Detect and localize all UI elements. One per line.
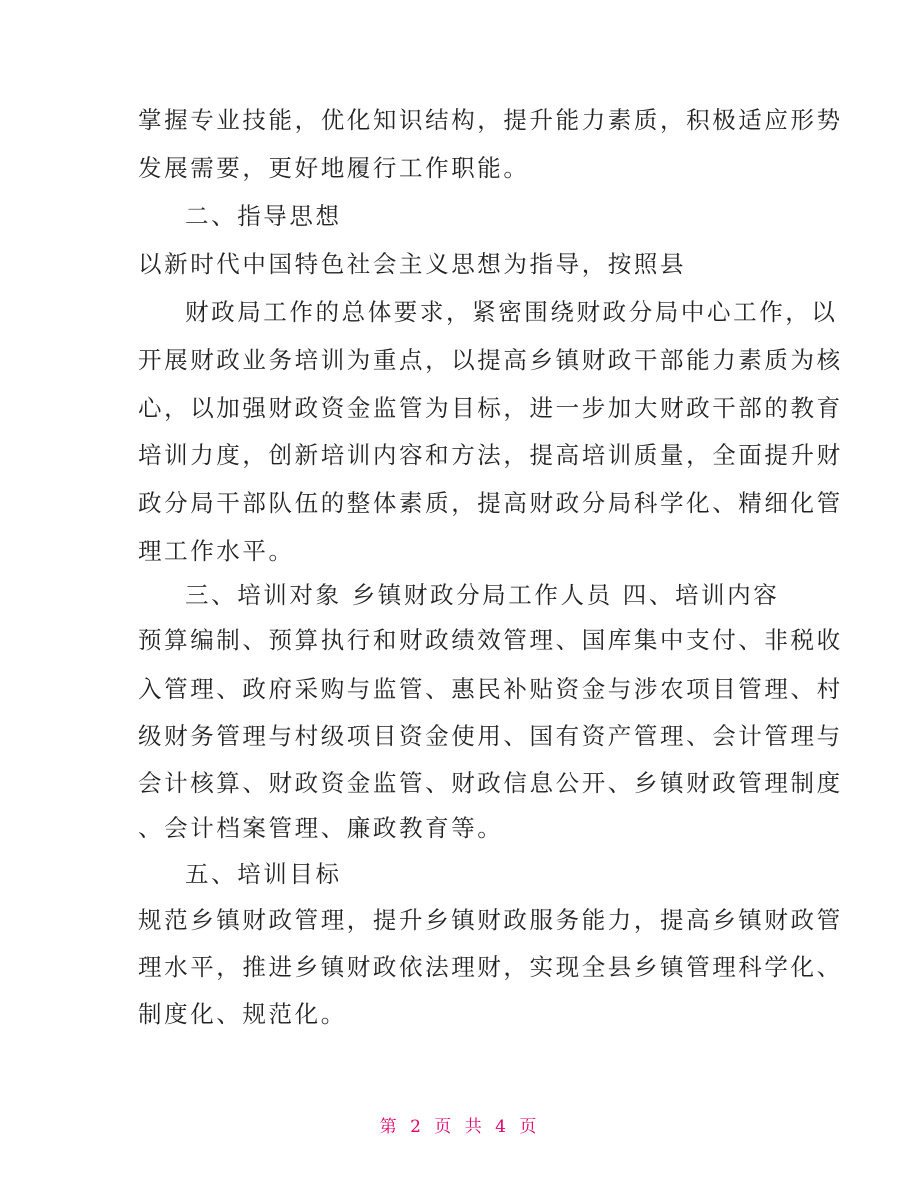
- section-heading: 三、培训对象 乡镇财政分局工作人员 四、培训内容: [185, 581, 780, 609]
- text-line: 培训力度，创新培训内容和方法，提高培训质量，全面提升财: [138, 441, 843, 469]
- section-heading: 二、指导思想: [185, 202, 342, 230]
- text-line: 发展需要，更好地履行工作职能。: [138, 154, 530, 182]
- text-line: 掌握专业技能，优化知识结构，提升能力素质，积极适应形势: [138, 106, 843, 134]
- page-number-footer: 第 2 页 共 4 页: [379, 1117, 541, 1137]
- text-line: 级财务管理与村级项目资金使用、国有资产管理、会计管理与: [138, 722, 843, 750]
- text-line: 理工作水平。: [138, 537, 295, 565]
- text-line: 开展财政业务培训为重点，以提高乡镇财政干部能力素质为核: [138, 346, 843, 374]
- text-line: 入管理、政府采购与监管、惠民补贴资金与涉农项目管理、村: [138, 675, 843, 703]
- text-line: 财政局工作的总体要求，紧密围绕财政分局中心工作，以: [185, 298, 838, 326]
- text-line: 以新时代中国特色社会主义思想为指导，按照县: [138, 250, 687, 278]
- text-line: 心，以加强财政资金监管为目标，进一步加大财政干部的教育: [138, 394, 843, 422]
- text-line: 规范乡镇财政管理，提升乡镇财政服务能力，提高乡镇财政管: [138, 906, 843, 934]
- text-line: 政分局干部队伍的整体素质，提高财政分局科学化、精细化管: [138, 489, 843, 517]
- text-line: 、会计档案管理、廉政教育等。: [138, 814, 504, 842]
- text-line: 制度化、规范化。: [138, 1000, 347, 1028]
- text-line: 理水平，推进乡镇财政依法理财，实现全县乡镇管理科学化、: [138, 953, 843, 981]
- section-heading: 五、培训目标: [185, 860, 342, 888]
- text-line: 预算编制、预算执行和财政绩效管理、国库集中支付、非税收: [138, 626, 843, 654]
- text-line: 会计核算、财政资金监管、财政信息公开、乡镇财政管理制度: [138, 769, 843, 797]
